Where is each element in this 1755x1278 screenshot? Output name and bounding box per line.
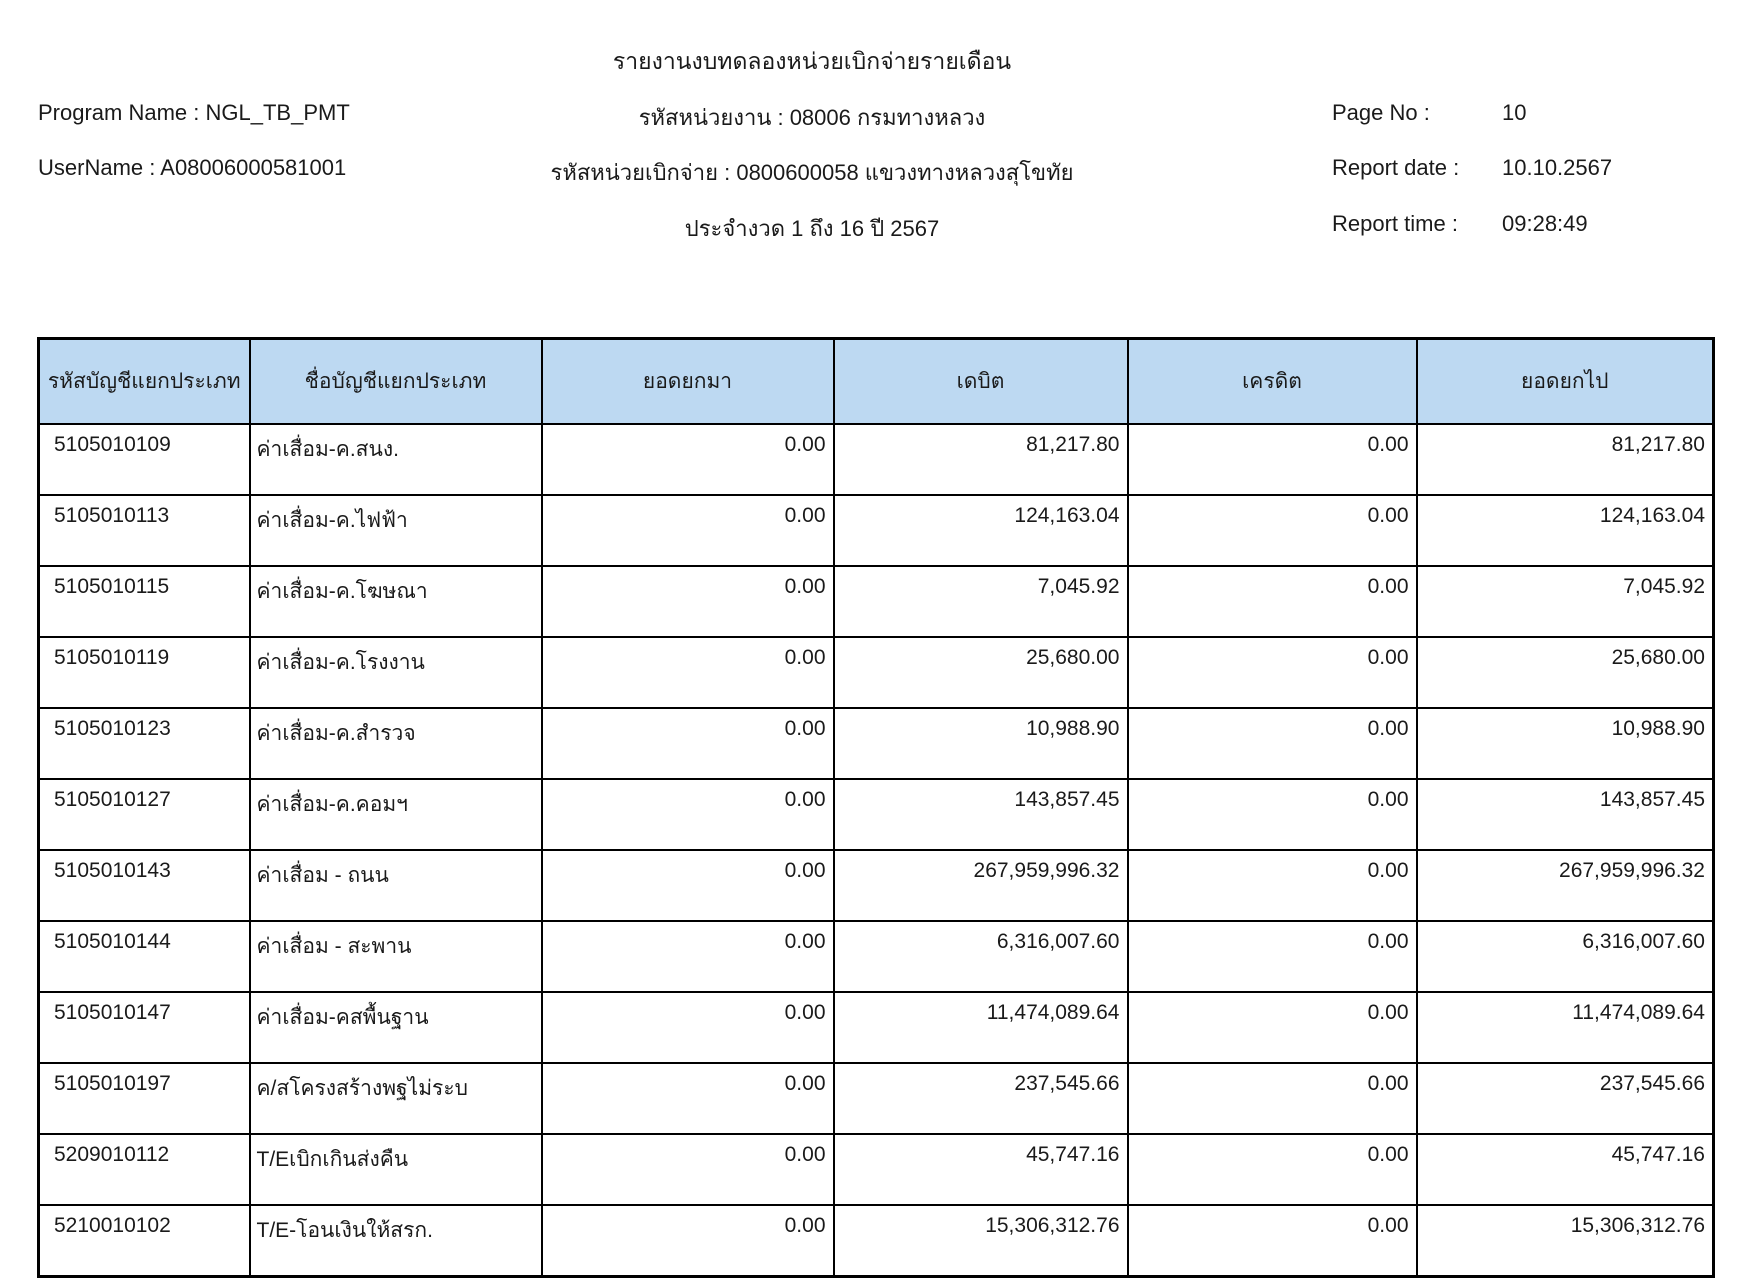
closing-balance-cell: 10,988.90 [1417, 708, 1714, 779]
closing-balance-cell: 7,045.92 [1417, 566, 1714, 637]
closing-balance-cell: 81,217.80 [1417, 424, 1714, 495]
debit-cell: 7,045.92 [834, 566, 1128, 637]
opening-balance-cell: 0.00 [542, 1205, 834, 1277]
credit-cell: 0.00 [1128, 495, 1417, 566]
disburse-unit-line: รหัสหน่วยเบิกจ่าย : 0800600058 แขวงทางหลวงสุโขทัย [550, 160, 1074, 185]
table-row [39, 850, 1714, 921]
closing-balance-cell: 45,747.16 [1417, 1134, 1714, 1205]
user-name-line [38, 155, 346, 181]
debit-cell: 45,747.16 [834, 1134, 1128, 1205]
program-name-value: NGL_TB_PMT [205, 100, 350, 125]
trial-balance-table [37, 337, 1715, 1278]
table-row [39, 424, 1714, 495]
credit-cell: 0.00 [1128, 708, 1417, 779]
agency-line: รหัสหน่วยงาน : 08006 กรมทางหลวง [638, 105, 986, 130]
account-name-cell: T/E-โอนเงินให้สรก. [250, 1205, 542, 1277]
closing-balance-cell: 237,545.66 [1417, 1063, 1714, 1134]
meta-row-3 [0, 211, 1755, 239]
user-name-value: A08006000581001 [160, 155, 347, 180]
column-header-account-name: ชื่อบัญชีแยกประเภท [250, 339, 542, 425]
credit-cell: 0.00 [1128, 921, 1417, 992]
table-row [39, 1205, 1714, 1277]
table-row [39, 566, 1714, 637]
credit-cell: 0.00 [1128, 779, 1417, 850]
column-header-opening-balance: ยอดยกมา [542, 339, 834, 425]
closing-balance-cell: 267,959,996.32 [1417, 850, 1714, 921]
account-name-cell: ค่าเสื่อม-ค.โฆษณา [250, 566, 542, 637]
closing-balance-cell: 11,474,089.64 [1417, 992, 1714, 1063]
debit-cell: 143,857.45 [834, 779, 1128, 850]
opening-balance-cell: 0.00 [542, 566, 834, 637]
credit-cell: 0.00 [1128, 1205, 1417, 1277]
period-line: ประจำงวด 1 ถึง 16 ปี 2567 [684, 216, 940, 241]
table-body [39, 424, 1714, 1277]
table-row [39, 495, 1714, 566]
debit-cell: 11,474,089.64 [834, 992, 1128, 1063]
closing-balance-cell: 6,316,007.60 [1417, 921, 1714, 992]
report-time-label: Report time : [1332, 211, 1458, 236]
table-row [39, 921, 1714, 992]
account-name-cell: ค่าเสื่อม - สะพาน [250, 921, 542, 992]
account-code-cell: 5210010102 [39, 1205, 250, 1277]
debit-cell: 81,217.80 [834, 424, 1128, 495]
closing-balance-cell: 15,306,312.76 [1417, 1205, 1714, 1277]
page-title: รายงานงบทดลองหน่วยเบิกจ่ายรายเดือน [612, 48, 1012, 74]
table-header [39, 339, 1714, 425]
account-code-cell: 5105010109 [39, 424, 250, 495]
opening-balance-cell: 0.00 [542, 1063, 834, 1134]
table-header-row [39, 339, 1714, 425]
account-code-cell: 5105010119 [39, 637, 250, 708]
account-code-cell: 5105010113 [39, 495, 250, 566]
opening-balance-cell: 0.00 [542, 850, 834, 921]
account-name-cell: ค่าเสื่อม - ถนน [250, 850, 542, 921]
account-code-cell: 5105010197 [39, 1063, 250, 1134]
debit-cell: 267,959,996.32 [834, 850, 1128, 921]
debit-cell: 124,163.04 [834, 495, 1128, 566]
credit-cell: 0.00 [1128, 992, 1417, 1063]
credit-cell: 0.00 [1128, 850, 1417, 921]
debit-cell: 15,306,312.76 [834, 1205, 1128, 1277]
table-row [39, 708, 1714, 779]
debit-cell: 25,680.00 [834, 637, 1128, 708]
opening-balance-cell: 0.00 [542, 637, 834, 708]
account-name-cell: ค่าเสื่อม-ค.สนง. [250, 424, 542, 495]
credit-cell: 0.00 [1128, 1063, 1417, 1134]
debit-cell: 10,988.90 [834, 708, 1128, 779]
table-row [39, 637, 1714, 708]
meta-row-2 [0, 155, 1755, 183]
opening-balance-cell: 0.00 [542, 708, 834, 779]
account-code-cell: 5105010115 [39, 566, 250, 637]
account-code-cell: 5105010127 [39, 779, 250, 850]
account-name-cell: ค่าเสื่อม-ค.ไฟฟ้า [250, 495, 542, 566]
account-name-cell: ค/สโครงสร้างพฐไม่ระบ [250, 1063, 542, 1134]
report-date-value: 10.10.2567 [1502, 155, 1613, 180]
page-no-value: 10 [1502, 100, 1527, 125]
account-code-cell: 5105010123 [39, 708, 250, 779]
account-code-cell: 5105010147 [39, 992, 250, 1063]
program-name-label: Program Name : [38, 100, 200, 125]
opening-balance-cell: 0.00 [542, 1134, 834, 1205]
opening-balance-cell: 0.00 [542, 779, 834, 850]
report-time-value: 09:28:49 [1502, 211, 1588, 236]
user-name-label: UserName : [38, 155, 156, 180]
account-code-cell: 5105010144 [39, 921, 250, 992]
credit-cell: 0.00 [1128, 1134, 1417, 1205]
opening-balance-cell: 0.00 [542, 424, 834, 495]
closing-balance-cell: 143,857.45 [1417, 779, 1714, 850]
table-row [39, 1063, 1714, 1134]
table-row [39, 779, 1714, 850]
table-row [39, 1134, 1714, 1205]
column-header-credit: เครดิต [1128, 339, 1417, 425]
debit-cell: 237,545.66 [834, 1063, 1128, 1134]
opening-balance-cell: 0.00 [542, 921, 834, 992]
closing-balance-cell: 25,680.00 [1417, 637, 1714, 708]
debit-cell: 6,316,007.60 [834, 921, 1128, 992]
column-header-debit: เดบิต [834, 339, 1128, 425]
meta-row-1 [0, 100, 1755, 128]
opening-balance-cell: 0.00 [542, 495, 834, 566]
account-name-cell: ค่าเสื่อม-ค.โรงงาน [250, 637, 542, 708]
account-name-cell: T/Eเบิกเกินส่งคืน [250, 1134, 542, 1205]
credit-cell: 0.00 [1128, 637, 1417, 708]
account-code-cell: 5105010143 [39, 850, 250, 921]
account-name-cell: ค่าเสื่อม-คสพื้นฐาน [250, 992, 542, 1063]
account-name-cell: ค่าเสื่อม-ค.สำรวจ [250, 708, 542, 779]
account-name-cell: ค่าเสื่อม-ค.คอมฯ [250, 779, 542, 850]
closing-balance-cell: 124,163.04 [1417, 495, 1714, 566]
table-row [39, 992, 1714, 1063]
report-date-label: Report date : [1332, 155, 1460, 180]
account-code-cell: 5209010112 [39, 1134, 250, 1205]
credit-cell: 0.00 [1128, 424, 1417, 495]
credit-cell: 0.00 [1128, 566, 1417, 637]
page-no-label: Page No : [1332, 100, 1430, 125]
column-header-closing-balance: ยอดยกไป [1417, 339, 1714, 425]
program-name-line [38, 100, 350, 126]
opening-balance-cell: 0.00 [542, 992, 834, 1063]
column-header-account-code: รหัสบัญชีแยกประเภท [39, 339, 250, 425]
